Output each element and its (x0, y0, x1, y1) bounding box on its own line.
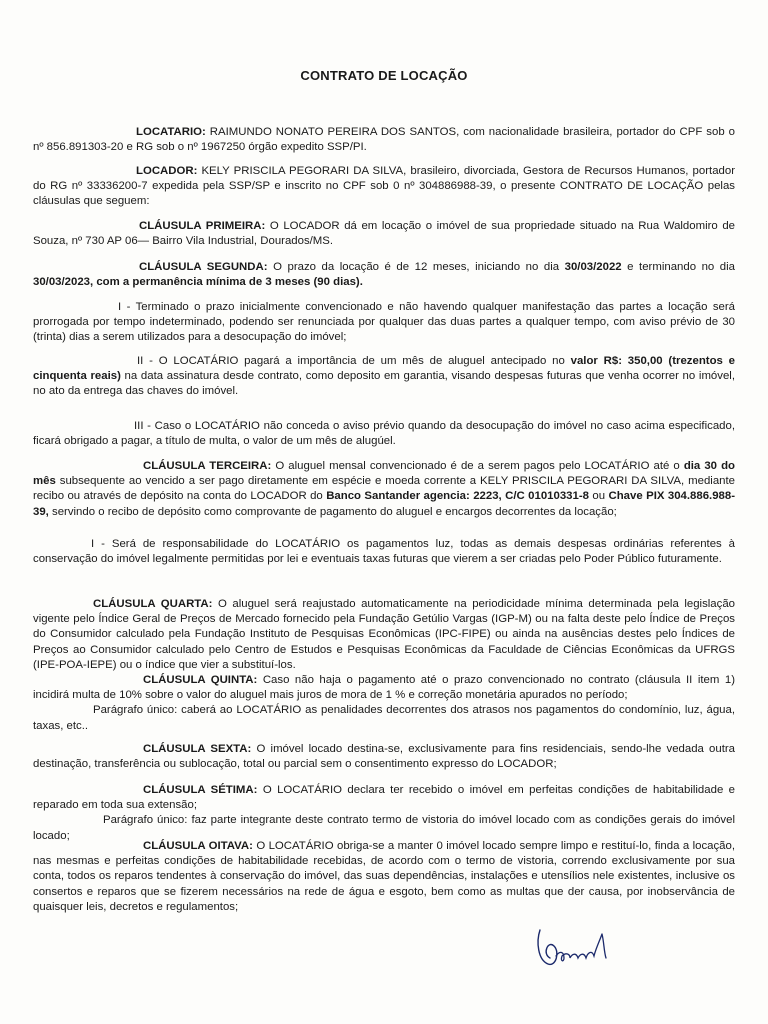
locador-paragraph (33, 164, 735, 210)
handwritten-signature (530, 912, 630, 982)
clausula-segunda (33, 260, 735, 290)
locatario-text: RAIMUNDO NONATO PEREIRA DOS SANTOS, com nacionalidade brasileira, portador do CPF sob o nº 856.891303-20 e RG sob o nº 1967250 órgão expedito SSP/PI. (33, 126, 735, 154)
clausula-sexta-label: CLÁUSULA SEXTA: (143, 743, 252, 755)
clausula-primeira-text: O LOCADOR dá em locação o imóvel de sua propriedade situado na Rua Waldomiro de Souza, nº 730 AP 06— Bairro Vila Industrial, Dourados/MS. (33, 220, 735, 248)
clausula-oitava (33, 839, 735, 915)
clausula-primeira (33, 219, 735, 249)
clausula-segunda-text1: O prazo da locação é de 12 meses, iniciando no dia (267, 261, 565, 273)
clausula-segunda-item-2-value: valor R$: 350,00 (trezentos e cinquenta reais) (33, 355, 735, 383)
clausula-terceira-item-1-text: I - Será de responsabilidade do LOCATÁRIO os pagamentos luz, todas as demais despesas ordinárias referentes à conservação do imóvel legalmente permitidas por lei e eventuais taxas futuras que vierem a ser criadas pelo Poder Público futuramente. (33, 538, 735, 566)
clausula-setima-paragrafo: Parágrafo único: faz parte integrante deste contrato termo de vistoria do imóvel locado com as condições gerais do imóvel locado; (33, 814, 735, 842)
clausula-segunda-item-2-text-a: II - O LOCATÁRIO pagará a importância de um mês de aluguel antecipado no (137, 355, 571, 367)
clausula-segunda-item-1-text: I - Terminado o prazo inicialmente convencionado e não havendo qualquer manifestação das partes a locação será prorrogada por tempo indeterminado, podendo ser renunciada por qualquer das duas partes a qualquer tempo, com aviso prévio de 30 (trinta) dias a serem utilizados para a desocupação do imóvel; (33, 301, 735, 344)
clausula-primeira-label: CLÁUSULA PRIMEIRA: (139, 220, 266, 232)
clausula-terceira-bold1: dia 30 do mês (33, 460, 735, 488)
clausula-oitava-label: CLÁUSULA OITAVA: (143, 840, 253, 852)
clausula-sexta-text: O imóvel locado destina-se, exclusivamente para fins residenciais, sendo-lhe vedada outra destinação, transferência ou sublocação, total ou parcial sem o consentimento expresso do LOCADOR; (33, 743, 735, 771)
locador-text: KELY PRISCILA PEGORARI DA SILVA, brasileiro, divorciada, Gestora de Recursos Humanos, portador do RG nº 33336200-7 expedida pela SSP/SP e inscrito no CPF sob 0 nº 304886988-39, o presente CONTRATO DE LOCAÇÃO pelas cláusulas que seguem: (33, 165, 735, 208)
clausula-terceira-text4: servindo o recibo de depósito como comprovante de pagamento do aluguel e encargos decorrentes da locação; (48, 505, 617, 518)
clausula-segunda-item-2 (33, 354, 735, 400)
clausula-segunda-label: CLÁUSULA SEGUNDA: (139, 261, 268, 273)
clausula-terceira-text3: ou (588, 490, 609, 503)
clausula-terceira-bank: Banco Santander agencia: 2223, C/C 01010331-8 (326, 490, 589, 503)
clausula-quarta-text: O aluguel será reajustado automaticamente na periodicidade mínima determinada pela legislação vigente pelo Índice Geral de Preços de Mercado fornecido pela Fundação Getúlio Vargas (IGP-M) ou na falta deste pelo Índice de Preços do Consumidor calculado pela Fundação Instituto de Pesquisas Econômicas (IPC-FIPE) ou ainda na ausências destes pelo Índices de Preços ao Consumidor calculado pelo Centro de Estudos e Pesquisas Econômicas da Faculdade de Ciências Econômicas da UFRGS (IPE-POA-IEPE) ou o índice que vier a substituí-los. (33, 598, 735, 671)
locatario-paragraph (33, 125, 735, 155)
clausula-segunda-text2: e terminando no dia (621, 261, 736, 273)
clausula-quinta-text: Caso não haja o pagamento até o prazo convencionado no contrato (cláusula II item 1) incidirá multa de 10% sobre o valor do aluguel mais juros de mora de 1 % e correção monetária apurados no período; (33, 674, 735, 702)
clausula-segunda-date1: 30/03/2022 (564, 261, 622, 273)
clausula-terceira (33, 459, 735, 520)
clausula-quarta-label: CLÁUSULA QUARTA: (93, 598, 213, 610)
clausula-terceira-label: CLÁUSULA TERCEIRA: (143, 460, 272, 472)
clausula-terceira-text1: O aluguel mensal convencionado é de a serem pagos pelo LOCATÁRIO até o (271, 460, 684, 472)
clausula-oitava-text: O LOCATÁRIO obriga-se a manter 0 imóvel locado sempre limpo e restituí-lo, finda a locação, nas mesmas e perfeitas condições de habitabilidade recebidas, de acordo com o termo de vistoria, correndo exclusivamente por sua conta, todos os reparos tendentes à conservação do imóvel, das suas dependências, instalações e utensílios nele existentes, inclusive os consertos e reparos que se fizerem necessários na rede de água e esgoto, bem como as multas que der causa, por inobservância de quaisquer leis, decretos e regulamentos; (33, 840, 735, 913)
clausula-segunda-item-3-text: III - Caso o LOCATÁRIO não conceda o aviso prévio quando da desocupação do imóvel no caso acima especificado, ficará obrigado a pagar, a título de multa, o valor de um mês de alugúel. (33, 420, 735, 448)
clausula-quinta (33, 673, 735, 734)
clausula-quinta-paragrafo: Parágrafo único: caberá ao LOCATÁRIO as penalidades decorrentes dos atrasos nos pagamentos do condomínio, luz, água, taxas, etc.. (33, 704, 735, 732)
clausula-setima-label: CLÁUSULA SÉTIMA: (143, 784, 258, 796)
clausula-segunda-item-2-text-b: na data assinatura desde contrato, como deposito em garantia, visando despesas futuras que venha ocorrer no imóvel, no ato da entrega das chaves do imóvel. (33, 370, 735, 398)
clausula-terceira-pix: Chave PIX 304.886.988-39, (33, 490, 736, 518)
clausula-sexta (33, 742, 735, 772)
clausula-setima-text: O LOCATÁRIO declara ter recebido o imóvel em perfeitas condições de habitabilidade e reparado em toda sua extensão; (33, 784, 735, 812)
clausula-terceira-item-1 (33, 537, 735, 567)
locador-label: LOCADOR: (136, 165, 198, 177)
clausula-terceira-text2: subsequente ao vencido a ser pago diretamente em espécie e moeda corrente a KELY PRISCILA PEGORARI DA SILVA, mediante recibo ou através de depósito na conta do LOCADOR do (33, 475, 735, 503)
clausula-segunda-item-3 (33, 419, 735, 449)
clausula-setima (33, 783, 735, 844)
document-title: CONTRATO DE LOCAÇÃO (300, 68, 468, 83)
locatario-label: LOCATARIO: (136, 126, 206, 138)
clausula-segunda-item-1 (33, 300, 735, 346)
clausula-quinta-label: CLÁUSULA QUINTA: (143, 674, 258, 686)
clausula-quarta (33, 597, 735, 673)
clausula-segunda-date2: 30/03/2023, com a permanência mínima de 3 meses (90 dias). (33, 276, 363, 289)
